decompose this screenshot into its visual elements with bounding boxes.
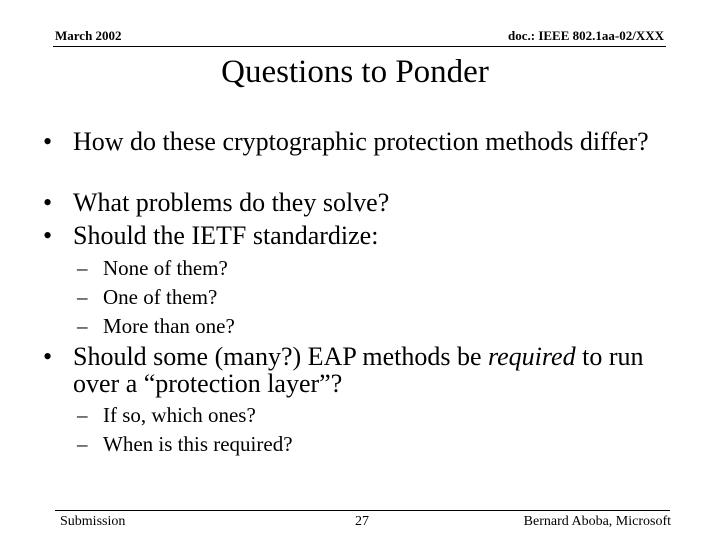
sub-bullet-item	[77, 401, 577, 429]
bullet-text	[73, 343, 683, 397]
footer-author: Bernard Aboba, Microsoft	[523, 514, 671, 529]
bullet-text-end: to run over a “protection layer”?	[73, 342, 644, 398]
bullet-item	[43, 128, 683, 155]
bullet-text: Should the IETF standardize:	[73, 221, 379, 250]
sub-bullet-text: More than one?	[103, 314, 235, 338]
bullet-item	[43, 343, 683, 397]
sub-bullet-item	[77, 283, 577, 311]
sub-bullet-item	[77, 254, 577, 282]
sub-bullet-text: One of them?	[103, 285, 218, 309]
bullet-marker: •	[43, 342, 53, 371]
bullet-marker: •	[43, 221, 53, 250]
header-rule	[53, 46, 666, 47]
header-doc-id: doc.: IEEE 802.1aa-02/XXX	[507, 28, 664, 43]
sub-bullet-marker: –	[77, 314, 88, 338]
bullet-text: What problems do they solve?	[73, 188, 390, 217]
bullet-marker: •	[43, 127, 53, 156]
slide-title: Questions to Ponder	[221, 54, 489, 90]
sub-bullet-text: When is this required?	[103, 432, 293, 456]
sub-bullet-item	[77, 430, 577, 458]
sub-bullet-marker: –	[77, 285, 88, 309]
bullet-marker: •	[43, 188, 53, 217]
footer-rule	[55, 510, 670, 511]
sub-bullet-marker: –	[77, 403, 88, 427]
bullet-text-start: Should some (many?) EAP methods be	[73, 342, 488, 371]
sub-bullet-text: If so, which ones?	[103, 403, 256, 427]
sub-bullet-text: None of them?	[103, 256, 228, 280]
bullet-text: How do these cryptographic protection methods differ?	[73, 127, 649, 156]
bullet-text-emphasis: required	[487, 342, 576, 371]
footer-submission: Submission	[60, 514, 126, 529]
sub-bullet-marker: –	[77, 432, 88, 456]
footer-page-number: 27	[355, 514, 369, 529]
sub-bullet-marker: –	[77, 256, 88, 280]
header-date: March 2002	[55, 28, 122, 43]
bullet-item	[43, 222, 683, 249]
bullet-item	[43, 189, 683, 216]
sub-bullet-item	[77, 312, 577, 340]
